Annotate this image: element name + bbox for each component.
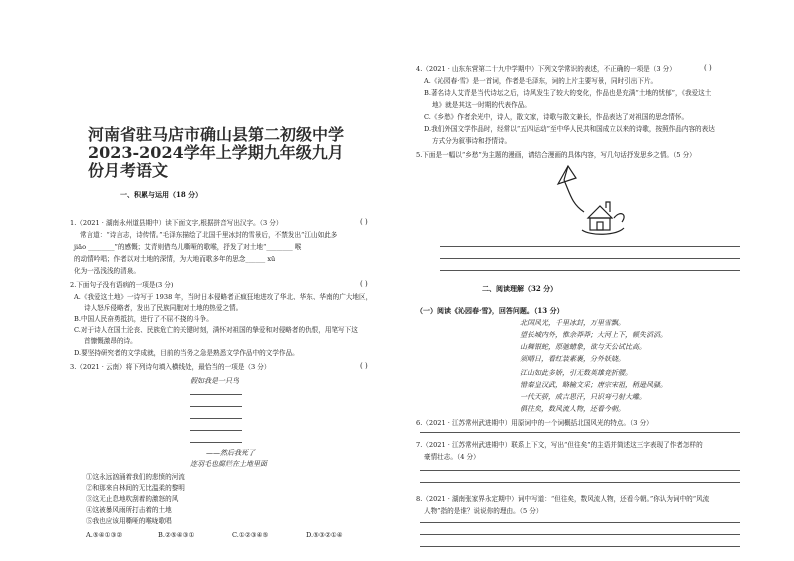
q2-option-c-cont: 首慷慨激昂的诗。	[84, 337, 137, 345]
answer-line[interactable]	[420, 470, 740, 471]
poem-line: 惜秦皇汉武，略输文采；唐宗宋祖，稍逊风骚。	[520, 381, 667, 389]
q4-option: D.我们外国文学作品时，经常以“五四运动”至中华人民共和国成立以来的诗歌，按照作品内容的表达	[424, 125, 715, 133]
q3-item: ①这永远汹涌着我们的悲愤的河流	[86, 473, 185, 481]
q4-option-cont: 方式分为叙事诗和抒情诗。	[432, 137, 512, 145]
poem-line: 山舞银蛇，原驰蜡象，欲与天公试比高。	[520, 343, 646, 351]
answer-line[interactable]	[420, 432, 740, 433]
q3-item: ④这被暴风雨所打击着的土地	[86, 506, 172, 514]
q3-poem-tail: ——然后我死了	[206, 449, 255, 457]
section-heading-accumulation: 一、积累与运用（18 分）	[120, 190, 203, 199]
q8-stem-cont: 人物”指的是谁？说说你的理由。（5 分）	[424, 507, 543, 515]
q3-item: ②和那来自林间的无比温柔的黎明	[86, 484, 185, 492]
reading-stem: （一）阅读《沁园春·雪》，回答问题。（13 分）	[416, 306, 564, 315]
q3-option-a[interactable]: A.⑤④①③②	[86, 531, 123, 539]
poem-line: 须晴日，看红装素裹，分外妖娆。	[520, 355, 625, 363]
answer-line[interactable]	[420, 546, 740, 547]
section-heading-reading: 二、阅读理解（32 分）	[482, 284, 558, 293]
answer-line[interactable]	[440, 270, 740, 271]
house-roof	[588, 206, 612, 218]
poem-line: 江山如此多娇，引无数英雄竞折腰。	[520, 369, 632, 377]
q4-option: B.著名诗人艾青是当代诗坛之后，诗风发生了较大的变化，作品也是充满“土地的忧郁”，《我爱这土	[424, 89, 712, 97]
q3-option-c[interactable]: C.①②③④⑤	[232, 531, 269, 539]
q1-answer-paren[interactable]: ( )	[360, 218, 368, 226]
q5-stem: 5.下面是一幅以“乡愁”为主题的漫画，请结合漫画的具体内容，写几句话抒发思乡之情。（5 分）	[416, 151, 696, 159]
house-body	[590, 218, 610, 230]
poem-line: 俱往矣，数风流人物，还看今朝。	[520, 405, 625, 413]
q3-answer-paren[interactable]: ( )	[360, 362, 368, 370]
q1-text-line: 化为一泓浅浅的清泉。	[74, 267, 140, 275]
q7-stem: 7.（2021 · 江苏常州武进期中）联系上下文，写出“但往矣”的主语并简述这三字表现了作者怎样的	[416, 441, 703, 449]
q1-stem: 1.（2021 · 湖南永州道县期中）读下面文字,根据拼音写出汉字。（3 分）	[70, 219, 283, 227]
q4-option: C.《乡愁》作者余光中，诗人，散文家，诗歌与散文兼长，作品表达了对祖国的思念情怀。	[424, 113, 689, 121]
q3-item: ⑤我也应该用嘶哑的喉咙歌唱	[86, 517, 172, 525]
answer-line[interactable]	[440, 258, 740, 259]
q4-answer-paren[interactable]: ( )	[704, 64, 712, 72]
q7-stem-cont: 豪情壮志。（4 分）	[424, 453, 480, 461]
q4-stem: 4.（2021 · 山东东营第二十九中学期中）下列文学常识的表述，不正确的一项是（3 分）	[416, 65, 676, 73]
q3-blank-line	[190, 418, 242, 419]
q2-answer-paren[interactable]: ( )	[360, 280, 368, 288]
q1-text-line: 的动情吟唱；作者以对土地的深情，为大地而歌多年的思念______ xū	[74, 255, 276, 263]
poem-line: 望长城内外，惟余莽莽；大河上下，顿失滔滔。	[520, 331, 667, 339]
poem-line: 北国风光，千里冰封，万里雪飘。	[520, 319, 625, 327]
answer-line[interactable]	[420, 522, 740, 523]
q4-option-cont: 地》就是其这一时期的代表作品。	[432, 101, 531, 109]
q2-option-a-cont: 诗人怒斥侵略者，发出了民族同胞对土地的热爱之情。	[84, 304, 243, 312]
q4-option: A.《沁园春·雪》是一首词，作者是毛泽东，词的上片主要写景，同时引出下片。	[424, 77, 658, 85]
q2-stem: 2.下面句子没有语病的一项是(3 分)	[70, 281, 174, 289]
q2-option-c: C.对于诗人在国土沦丧、民族危亡的关键时刻，满怀对祖国的挚爱和对侵略者的仇恨，用笔写下这	[74, 326, 358, 334]
answer-line[interactable]	[420, 534, 740, 535]
poem-line: 一代天骄，成吉思汗，只识弯弓射大雕。	[520, 393, 646, 401]
q2-option-d: D.要坚持研究者的文学成就，目前的当务之急是熟悉文学作品中的文学作品。	[74, 349, 299, 357]
q1-text-line: 常言道：“诗言志，诗传情。”毛泽东描绘了北国千里冰封的雪景后，不禁发出“江山如此多	[80, 231, 338, 239]
exam-title: 河南省驻马店市确山县第二初级中学2023-2024学年上学期九年级九月份月考语文	[88, 125, 345, 180]
kite-string	[564, 180, 584, 212]
q8-stem: 8.（2021 · 湖南张家界永定期中）词中写道：“但往矣，数风流人物，还看今朝。”你认为词中的“风流	[416, 495, 710, 503]
q3-stem: 3.（2021 · 云南）将下列诗句填入横线处，最恰当的一项是（3 分）	[70, 363, 271, 371]
q3-option-b[interactable]: B.②⑤④③①	[158, 531, 195, 539]
q3-poem-head: 假如我是一只鸟	[190, 377, 239, 385]
q6-stem: 6.（2021 · 江苏常州武进期中）用原词中的一个词概括北国风光的特点。（3 分）	[416, 419, 653, 427]
q2-option-b: B.中国人民奋勇抵抗，进行了不屈不挠的斗争。	[74, 315, 213, 323]
q2-option-a: A.《我爱这土地》一诗写于 1938 年，当时日本侵略者正疯狂地进攻了华北、华东、华南的广大地区，	[74, 293, 373, 301]
q3-blank-line	[190, 394, 242, 395]
q3-blank-line	[190, 430, 242, 431]
q1-text-line: jiāo ________”的感慨；艾青则借鸟儿嘶哑的歌喉，抒发了对土地“________ 喉	[74, 243, 302, 251]
q3-blank-line	[190, 442, 242, 443]
answer-line[interactable]	[420, 482, 740, 483]
answer-line[interactable]	[440, 246, 740, 247]
homesickness-cartoon	[548, 160, 638, 244]
q3-poem-tail: 连羽毛也腐烂在土地里面	[190, 460, 267, 468]
q3-option-d[interactable]: D.⑤③②①④	[306, 531, 343, 539]
q3-item: ③这无止息地吹刮着的激怒的风	[86, 495, 179, 503]
q3-blank-line	[190, 406, 242, 407]
